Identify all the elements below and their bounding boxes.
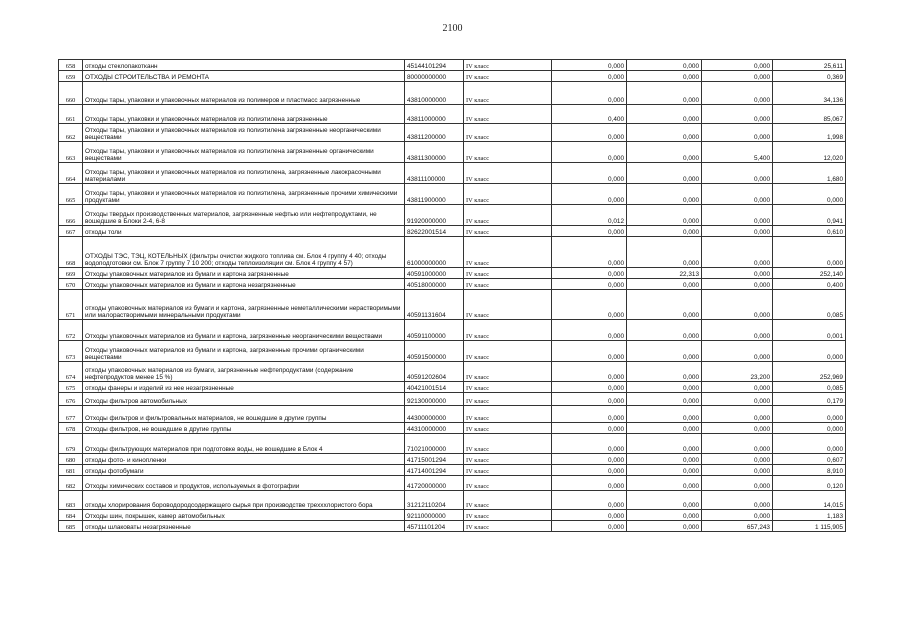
waste-name-cell: ОТХОДЫ ТЭС, ТЭЦ, КОТЕЛЬНЫХ (фильтры очистки жидкого топлива см. Блок 4 группу 4 40; отходы водоподготовки см. Блок 7 группу 7 10 200; отходы теплоизоляции см. Блок 4 группу 4 57)	[83, 237, 405, 268]
table-row	[59, 393, 846, 406]
value-cell-2: 0,000	[627, 124, 702, 142]
value-cell-1: 0,000	[552, 423, 627, 434]
value-cell-3: 0,000	[702, 184, 773, 205]
hazard-class-cell: IV класс	[464, 341, 552, 362]
hazard-class-cell: IV класс	[464, 124, 552, 142]
row-number-cell: 679	[59, 434, 83, 454]
row-number-cell: 676	[59, 393, 83, 406]
value-cell-2: 0,000	[627, 142, 702, 163]
value-cell-3: 0,000	[702, 290, 773, 320]
value-cell-4: 1,998	[773, 124, 846, 142]
waste-code-cell: 61000000000	[405, 237, 464, 268]
waste-name-cell: Отходы упаковочных материалов из бумаги и картона незагрязненные	[83, 279, 405, 290]
waste-name-cell: Отходы тары, упаковки и упаковочных материалов из полиэтилена загрязненные неорганическими веществами	[83, 124, 405, 142]
value-cell-1: 0,000	[552, 82, 627, 105]
waste-code-cell: 40591100000	[405, 320, 464, 341]
hazard-class-cell: IV класс	[464, 454, 552, 465]
value-cell-1: 0,000	[552, 60, 627, 71]
value-cell-4: 0,179	[773, 393, 846, 406]
hazard-class-cell: IV класс	[464, 163, 552, 184]
table-row	[59, 362, 846, 382]
value-cell-3: 0,000	[702, 341, 773, 362]
value-cell-1: 0,000	[552, 382, 627, 393]
hazard-class-cell: IV класс	[464, 60, 552, 71]
value-cell-3: 0,000	[702, 465, 773, 476]
waste-code-cell: 43810000000	[405, 82, 464, 105]
hazard-class-cell: IV класс	[464, 491, 552, 510]
row-number-cell: 674	[59, 362, 83, 382]
value-cell-1: 0,000	[552, 268, 627, 279]
value-cell-3: 0,000	[702, 393, 773, 406]
waste-name-cell: Отходы тары, упаковки и упаковочных материалов из полиэтилена загрязненные	[83, 105, 405, 124]
waste-code-cell: 43811300000	[405, 142, 464, 163]
waste-table	[58, 59, 846, 532]
waste-name-cell: отходы стеклопакотканн	[83, 60, 405, 71]
value-cell-3: 0,000	[702, 476, 773, 491]
hazard-class-cell: IV класс	[464, 82, 552, 105]
waste-code-cell: 43811000000	[405, 105, 464, 124]
row-number-cell: 671	[59, 290, 83, 320]
value-cell-2: 0,000	[627, 521, 702, 532]
value-cell-1: 0,000	[552, 454, 627, 465]
waste-code-cell: 31212110204	[405, 491, 464, 510]
hazard-class-cell: IV класс	[464, 226, 552, 237]
table-row	[59, 406, 846, 423]
value-cell-3: 0,000	[702, 71, 773, 82]
waste-code-cell: 41720000000	[405, 476, 464, 491]
waste-code-cell: 40591000000	[405, 268, 464, 279]
value-cell-2: 0,000	[627, 406, 702, 423]
value-cell-4: 0,120	[773, 476, 846, 491]
row-number-cell: 678	[59, 423, 83, 434]
value-cell-4: 0,085	[773, 290, 846, 320]
value-cell-2: 0,000	[627, 465, 702, 476]
value-cell-1: 0,000	[552, 341, 627, 362]
value-cell-1: 0,000	[552, 465, 627, 476]
value-cell-2: 0,000	[627, 279, 702, 290]
value-cell-2: 0,000	[627, 476, 702, 491]
value-cell-2: 0,000	[627, 71, 702, 82]
value-cell-4: 14,015	[773, 491, 846, 510]
value-cell-3: 0,000	[702, 423, 773, 434]
row-number-cell: 667	[59, 226, 83, 237]
waste-code-cell: 45711101204	[405, 521, 464, 532]
waste-name-cell: отходы толи	[83, 226, 405, 237]
value-cell-1: 0,000	[552, 521, 627, 532]
value-cell-4: 34,136	[773, 82, 846, 105]
value-cell-3: 0,000	[702, 124, 773, 142]
value-cell-4: 0,001	[773, 320, 846, 341]
waste-name-cell: отходы упаковочных материалов из бумаги и картона, загрязненные неметаллическими нерастворимыми или малорастворимыми минеральными продуктами	[83, 290, 405, 320]
waste-name-cell: Отходы фильтрующих материалов при подготовке воды, не вошедшие в Блок 4	[83, 434, 405, 454]
value-cell-3: 0,000	[702, 105, 773, 124]
value-cell-2: 0,000	[627, 362, 702, 382]
value-cell-1: 0,000	[552, 491, 627, 510]
waste-name-cell: отходы хлорирования бороводородсодержащего сырья при производстве трехххлористого бора	[83, 491, 405, 510]
waste-code-cell: 40518000000	[405, 279, 464, 290]
row-number-cell: 675	[59, 382, 83, 393]
waste-name-cell: Отходы тары, упаковки и упаковочных материалов из полимеров и пластмасс загрязненные	[83, 82, 405, 105]
table-body	[59, 60, 846, 532]
value-cell-4: 0,400	[773, 279, 846, 290]
value-cell-4: 0,941	[773, 205, 846, 226]
value-cell-1: 0,000	[552, 510, 627, 521]
value-cell-4: 1,680	[773, 163, 846, 184]
waste-name-cell: отходы фотобумаги	[83, 465, 405, 476]
value-cell-2: 0,000	[627, 205, 702, 226]
value-cell-2: 0,000	[627, 184, 702, 205]
value-cell-2: 0,000	[627, 491, 702, 510]
value-cell-1: 0,000	[552, 320, 627, 341]
waste-code-cell: 71021000000	[405, 434, 464, 454]
waste-name-cell: Отходы упаковочных материалов из бумаги и картона, загрязненные неорганическими веществами	[83, 320, 405, 341]
value-cell-1: 0,000	[552, 434, 627, 454]
value-cell-4: 1,183	[773, 510, 846, 521]
waste-code-cell: 41715001294	[405, 454, 464, 465]
waste-name-cell: Отходы твердых производственных материалов, загрязненные нефтью или нефтепродуктами, не вошедшие в Блоки 2-4, 6-8	[83, 205, 405, 226]
table-row	[59, 510, 846, 521]
waste-name-cell: Отходы тары, упаковки и упаковочных материалов из полиэтилена, загрязненные прочими химическими продуктами	[83, 184, 405, 205]
value-cell-1: 0,000	[552, 226, 627, 237]
value-cell-4: 0,369	[773, 71, 846, 82]
table-row	[59, 454, 846, 465]
value-cell-1: 0,000	[552, 393, 627, 406]
table-row	[59, 382, 846, 393]
value-cell-1: 0,000	[552, 406, 627, 423]
table-row	[59, 205, 846, 226]
table-row	[59, 521, 846, 532]
value-cell-4: 0,085	[773, 382, 846, 393]
value-cell-2: 0,000	[627, 60, 702, 71]
hazard-class-cell: IV класс	[464, 237, 552, 268]
waste-code-cell: 91920000000	[405, 205, 464, 226]
row-number-cell: 681	[59, 465, 83, 476]
table-row	[59, 423, 846, 434]
waste-name-cell: отходы фото- и кинопленки	[83, 454, 405, 465]
table-row	[59, 226, 846, 237]
row-number-cell: 666	[59, 205, 83, 226]
hazard-class-cell: IV класс	[464, 142, 552, 163]
value-cell-4: 252,969	[773, 362, 846, 382]
waste-name-cell: ОТХОДЫ СТРОИТЕЛЬСТВА И РЕМОНТА	[83, 71, 405, 82]
value-cell-1: 0,400	[552, 105, 627, 124]
waste-name-cell: Отходы тары, упаковки и упаковочных материалов из полиэтилена, загрязненные лакокрасочными материалами	[83, 163, 405, 184]
value-cell-3: 657,243	[702, 521, 773, 532]
row-number-cell: 684	[59, 510, 83, 521]
table-row	[59, 184, 846, 205]
value-cell-1: 0,000	[552, 476, 627, 491]
row-number-cell: 683	[59, 491, 83, 510]
hazard-class-cell: IV класс	[464, 105, 552, 124]
value-cell-3: 0,000	[702, 268, 773, 279]
value-cell-3: 0,000	[702, 60, 773, 71]
waste-name-cell: Отходы упаковочных материалов из бумаги и картона загрязненные	[83, 268, 405, 279]
value-cell-4: 0,000	[773, 423, 846, 434]
waste-name-cell: Отходы упаковочных материалов из бумаги и картона, загрязненные прочими органическими веществами	[83, 341, 405, 362]
value-cell-1: 0,000	[552, 142, 627, 163]
hazard-class-cell: IV класс	[464, 465, 552, 476]
value-cell-2: 0,000	[627, 393, 702, 406]
value-cell-3: 0,000	[702, 454, 773, 465]
value-cell-2: 0,000	[627, 510, 702, 521]
value-cell-2: 0,000	[627, 320, 702, 341]
value-cell-3: 5,400	[702, 142, 773, 163]
value-cell-2: 0,000	[627, 105, 702, 124]
table-row	[59, 105, 846, 124]
value-cell-1: 0,000	[552, 184, 627, 205]
hazard-class-cell: IV класс	[464, 184, 552, 205]
row-number-cell: 658	[59, 60, 83, 71]
table-row	[59, 60, 846, 71]
value-cell-3: 0,000	[702, 226, 773, 237]
value-cell-3: 0,000	[702, 237, 773, 268]
row-number-cell: 659	[59, 71, 83, 82]
row-number-cell: 672	[59, 320, 83, 341]
value-cell-4: 1 115,905	[773, 521, 846, 532]
table-row	[59, 71, 846, 82]
hazard-class-cell: IV класс	[464, 406, 552, 423]
value-cell-1: 0,012	[552, 205, 627, 226]
value-cell-2: 0,000	[627, 454, 702, 465]
hazard-class-cell: IV класс	[464, 205, 552, 226]
row-number-cell: 660	[59, 82, 83, 105]
value-cell-3: 0,000	[702, 510, 773, 521]
value-cell-2: 0,000	[627, 290, 702, 320]
value-cell-4: 252,140	[773, 268, 846, 279]
table-row	[59, 434, 846, 454]
waste-code-cell: 44300000000	[405, 406, 464, 423]
row-number-cell: 668	[59, 237, 83, 268]
table-row	[59, 465, 846, 476]
value-cell-2: 0,000	[627, 382, 702, 393]
waste-code-cell: 41714001294	[405, 465, 464, 476]
value-cell-4: 0,607	[773, 454, 846, 465]
waste-code-cell: 44310000000	[405, 423, 464, 434]
waste-name-cell: отходы упаковочных материалов из бумаги, загрязненные нефтепродуктами (содержание нефтепродуктов менее 15 %)	[83, 362, 405, 382]
row-number-cell: 665	[59, 184, 83, 205]
value-cell-3: 23,200	[702, 362, 773, 382]
waste-code-cell: 43811900000	[405, 184, 464, 205]
hazard-class-cell: IV класс	[464, 268, 552, 279]
table-row	[59, 237, 846, 268]
value-cell-4: 25,611	[773, 60, 846, 71]
waste-code-cell: 45144101294	[405, 60, 464, 71]
table-row	[59, 290, 846, 320]
row-number-cell: 682	[59, 476, 83, 491]
value-cell-3: 0,000	[702, 205, 773, 226]
hazard-class-cell: IV класс	[464, 476, 552, 491]
hazard-class-cell: IV класс	[464, 320, 552, 341]
value-cell-3: 0,000	[702, 320, 773, 341]
waste-code-cell: 80000000000	[405, 71, 464, 82]
waste-name-cell: Отходы химических составов и продуктов, используемых в фотографии	[83, 476, 405, 491]
waste-code-cell: 43811200000	[405, 124, 464, 142]
value-cell-1: 0,000	[552, 362, 627, 382]
waste-code-cell: 43811100000	[405, 163, 464, 184]
value-cell-1: 0,000	[552, 124, 627, 142]
row-number-cell: 664	[59, 163, 83, 184]
table-row	[59, 341, 846, 362]
value-cell-3: 0,000	[702, 406, 773, 423]
row-number-cell: 685	[59, 521, 83, 532]
waste-code-cell: 92130000000	[405, 393, 464, 406]
waste-name-cell: отходы фанеры и изделий из нее незагрязненные	[83, 382, 405, 393]
table-row	[59, 124, 846, 142]
hazard-class-cell: IV класс	[464, 279, 552, 290]
hazard-class-cell: IV класс	[464, 362, 552, 382]
table-row	[59, 476, 846, 491]
value-cell-2: 0,000	[627, 423, 702, 434]
row-number-cell: 662	[59, 124, 83, 142]
value-cell-4: 0,000	[773, 434, 846, 454]
value-cell-2: 22,313	[627, 268, 702, 279]
value-cell-3: 0,000	[702, 82, 773, 105]
value-cell-3: 0,000	[702, 279, 773, 290]
value-cell-4: 8,910	[773, 465, 846, 476]
hazard-class-cell: IV класс	[464, 510, 552, 521]
waste-code-cell: 92110000000	[405, 510, 464, 521]
row-number-cell: 670	[59, 279, 83, 290]
waste-name-cell: Отходы фильтров автомобильных	[83, 393, 405, 406]
table-row	[59, 491, 846, 510]
row-number-cell: 677	[59, 406, 83, 423]
table-row	[59, 320, 846, 341]
value-cell-1: 0,000	[552, 237, 627, 268]
value-cell-3: 0,000	[702, 163, 773, 184]
hazard-class-cell: IV класс	[464, 434, 552, 454]
value-cell-2: 0,000	[627, 237, 702, 268]
hazard-class-cell: IV класс	[464, 393, 552, 406]
waste-name-cell: Отходы тары, упаковки и упаковочных материалов из полиэтилена загрязненные органическими веществами	[83, 142, 405, 163]
waste-code-cell: 40591131604	[405, 290, 464, 320]
waste-code-cell: 40591202604	[405, 362, 464, 382]
table-row	[59, 142, 846, 163]
value-cell-2: 0,000	[627, 226, 702, 237]
waste-code-cell: 40591500000	[405, 341, 464, 362]
row-number-cell: 669	[59, 268, 83, 279]
row-number-cell: 663	[59, 142, 83, 163]
value-cell-4: 0,000	[773, 237, 846, 268]
hazard-class-cell: IV класс	[464, 423, 552, 434]
waste-name-cell: Отходы шин, покрышек, камер автомобильных	[83, 510, 405, 521]
value-cell-1: 0,000	[552, 279, 627, 290]
value-cell-4: 0,000	[773, 406, 846, 423]
value-cell-1: 0,000	[552, 71, 627, 82]
value-cell-1: 0,000	[552, 290, 627, 320]
waste-code-cell: 82622001514	[405, 226, 464, 237]
hazard-class-cell: IV класс	[464, 521, 552, 532]
row-number-cell: 661	[59, 105, 83, 124]
value-cell-4: 0,610	[773, 226, 846, 237]
hazard-class-cell: IV класс	[464, 382, 552, 393]
value-cell-3: 0,000	[702, 491, 773, 510]
page-number: 2100	[442, 23, 463, 34]
value-cell-1: 0,000	[552, 163, 627, 184]
table-row	[59, 163, 846, 184]
waste-code-cell: 40421001514	[405, 382, 464, 393]
value-cell-2: 0,000	[627, 434, 702, 454]
value-cell-3: 0,000	[702, 434, 773, 454]
hazard-class-cell: IV класс	[464, 290, 552, 320]
value-cell-2: 0,000	[627, 163, 702, 184]
row-number-cell: 673	[59, 341, 83, 362]
table-row	[59, 279, 846, 290]
row-number-cell: 680	[59, 454, 83, 465]
value-cell-4: 12,020	[773, 142, 846, 163]
hazard-class-cell: IV класс	[464, 71, 552, 82]
value-cell-4: 0,000	[773, 184, 846, 205]
waste-name-cell: Отходы фильтров, не вошедшие в другие группы	[83, 423, 405, 434]
value-cell-4: 0,000	[773, 341, 846, 362]
waste-name-cell: Отходы фильтров и фильтровальных материалов, не вошедшие в другие группы	[83, 406, 405, 423]
waste-name-cell: отходы шлаковаты незагрязненные	[83, 521, 405, 532]
table-row	[59, 268, 846, 279]
value-cell-2: 0,000	[627, 341, 702, 362]
table-row	[59, 82, 846, 105]
value-cell-2: 0,000	[627, 82, 702, 105]
value-cell-3: 0,000	[702, 382, 773, 393]
value-cell-4: 85,067	[773, 105, 846, 124]
